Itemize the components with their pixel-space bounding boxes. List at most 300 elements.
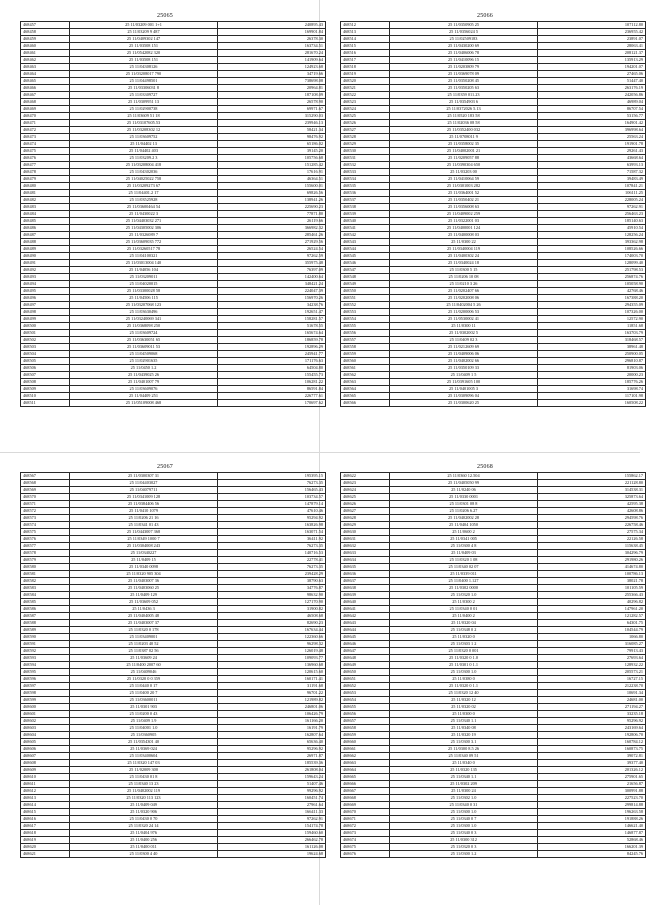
amount-cell: 192806.70 [538, 732, 646, 739]
row-id-cell: 468510 [21, 393, 70, 400]
amount-cell: 154174.78 [218, 823, 326, 830]
reference-cell: 25 11/0430022 3 [70, 211, 218, 218]
row-id-cell: 468607 [21, 753, 70, 760]
row-id-cell: 468479 [21, 176, 70, 183]
table-row [341, 64, 646, 71]
amount-cell: 120615.60 [218, 669, 326, 676]
reference-cell: 25 11/0206 6.27 [390, 508, 538, 515]
reference-cell: 25 11/0400 2 [390, 613, 538, 620]
reference-cell: 25 11/03609752 [70, 134, 218, 141]
row-id-cell: 468586 [21, 606, 70, 613]
reference-cell: 25 11/0400008 03 [390, 232, 538, 239]
reference-cell: 25 11/03609035 772 [70, 239, 218, 246]
reference-cell: 25 11/03609076 [70, 386, 218, 393]
row-id-cell: 468676 [341, 851, 390, 858]
reference-cell: 25 11/0440 0 17 [70, 683, 218, 690]
table-row [341, 613, 646, 620]
reference-cell: 25 11/0400 011 [70, 844, 218, 851]
table-row [21, 337, 326, 344]
reference-cell: 25 11/0309096 04 [390, 393, 538, 400]
row-id-cell: 468472 [21, 127, 70, 134]
table-row [341, 113, 646, 120]
amount-cell: 160508.22 [538, 400, 646, 407]
row-id-cell: 468470 [21, 113, 70, 120]
reference-cell: 25 11/03209011 [70, 274, 218, 281]
row-id-cell: 468594 [21, 662, 70, 669]
amount-cell: 242056.86 [538, 92, 646, 99]
reference-cell: 25 11/0356024 5 [390, 29, 538, 36]
table-row [21, 851, 326, 858]
table-row [341, 529, 646, 536]
amount-cell: 107112.80 [538, 22, 646, 29]
amount-cell: 124923.68 [218, 64, 326, 71]
amount-cell: 160784.12 [538, 739, 646, 746]
reference-cell: 25 11/03600011 [70, 697, 218, 704]
table-row [21, 211, 326, 218]
table-row [341, 543, 646, 550]
amount-cell: 82690.23 [218, 620, 326, 627]
reference-cell: 25 11/0360905 [70, 732, 218, 739]
table-row [21, 543, 326, 550]
table-row [341, 386, 646, 393]
table-row [21, 725, 326, 732]
table-row [341, 620, 646, 627]
amount-cell: 39145.20 [218, 148, 326, 155]
row-id-cell: 468639 [341, 592, 390, 599]
amount-cell: 163734.51 [218, 43, 326, 50]
table-row [341, 127, 646, 134]
reference-cell: 25 11/02509183 [390, 36, 538, 43]
amount-cell: 107326.00 [538, 309, 646, 316]
table-row [341, 781, 646, 788]
amount-cell: 115638.45 [538, 543, 646, 550]
amount-cell: 161126.08 [218, 844, 326, 851]
row-id-cell: 468632 [341, 543, 390, 550]
reference-cell: 25 11/03609011 53 [70, 344, 218, 351]
amount-cell: 97262.91 [218, 816, 326, 823]
amount-cell: 128099.40 [538, 260, 646, 267]
reference-cell: 25 11/0380 0 [390, 676, 538, 683]
row-id-cell: 468544 [341, 246, 390, 253]
reference-cell: 25 11/0300 1.0 [390, 823, 538, 830]
reference-cell: 25 11/0326089 7 [70, 232, 218, 239]
table-row [21, 774, 326, 781]
row-id-cell: 468557 [341, 337, 390, 344]
reference-cell: 25 11/0300 4 40 [70, 851, 218, 858]
amount-cell: 167388.20 [538, 295, 646, 302]
amount-cell: 135913.29 [538, 57, 646, 64]
amount-cell: 39483.49 [538, 176, 646, 183]
panel-title: 25067 [157, 464, 173, 470]
amount-cell: 42768.46 [538, 288, 646, 295]
amount-cell: 17616.91 [218, 169, 326, 176]
reference-cell: 25 11/0409 049 [70, 802, 218, 809]
amount-cell: 26578.90 [218, 99, 326, 106]
reference-cell: 25 11/0300 24 [390, 788, 538, 795]
table-row [341, 218, 646, 225]
reference-cell: 25 11/0340024 18 [390, 260, 538, 267]
row-id-cell: 468596 [21, 676, 70, 683]
row-id-cell: 468531 [341, 155, 390, 162]
table-row [341, 358, 646, 365]
row-id-cell: 468644 [341, 627, 390, 634]
table-row [21, 641, 326, 648]
row-id-cell: 468649 [341, 662, 390, 669]
table-row [21, 106, 326, 113]
amount-cell: 97262.59 [218, 253, 326, 260]
row-id-cell: 468652 [341, 683, 390, 690]
amount-cell: 63993.13 [538, 162, 646, 169]
table-row [341, 690, 646, 697]
row-id-cell: 468485 [21, 218, 70, 225]
reference-cell: 25 11/0369 024 [70, 746, 218, 753]
reference-cell: 25 11/0203809 79 [390, 64, 538, 71]
amount-cell: 10691.34 [538, 690, 646, 697]
row-id-cell: 468523 [341, 99, 390, 106]
amount-cell: 19624.68 [218, 851, 326, 858]
table-row [21, 655, 326, 662]
row-id-cell: 468674 [341, 837, 390, 844]
table-row [341, 655, 646, 662]
row-id-cell: 468458 [21, 29, 70, 36]
row-id-cell: 468473 [21, 134, 70, 141]
reference-cell: 25 11/0320 0 3 [390, 844, 538, 851]
reference-cell: 25 11/0302 1.0 [390, 795, 538, 802]
table-row [341, 564, 646, 571]
table-row [21, 386, 326, 393]
table-row [341, 599, 646, 606]
row-id-cell: 468532 [341, 162, 390, 169]
row-id-cell: 468580 [21, 564, 70, 571]
row-id-cell: 468598 [21, 690, 70, 697]
reference-cell: 25 11/0320 905 304 [70, 571, 218, 578]
table-row [21, 795, 326, 802]
reference-cell: 25 11/03013004 140 [70, 260, 218, 267]
row-id-cell: 468604 [21, 732, 70, 739]
reference-cell: 25 11/03209273 67 [70, 183, 218, 190]
row-id-cell: 468633 [341, 550, 390, 557]
amount-cell: 160451.74 [218, 795, 326, 802]
reference-cell: 25 11/03609 052 [70, 599, 218, 606]
amount-cell: 101105.59 [538, 585, 646, 592]
reference-cell: 25 11/0320 135 [390, 767, 538, 774]
reference-cell: 25 11/0300 22 [390, 239, 538, 246]
reference-cell: 25 11/0300 11 [390, 323, 538, 330]
amount-cell: 27465.06 [538, 71, 646, 78]
reference-cell: 25 11/0320 12 [390, 697, 538, 704]
row-id-cell: 468563 [341, 379, 390, 386]
amount-cell: 81903.06 [538, 365, 646, 372]
row-id-cell: 468465 [21, 78, 70, 85]
row-id-cell: 468508 [21, 379, 70, 386]
table-row [21, 148, 326, 155]
table-row [341, 246, 646, 253]
row-id-cell: 468457 [21, 22, 70, 29]
table-row [21, 120, 326, 127]
row-id-cell: 468491 [21, 260, 70, 267]
row-id-cell: 468574 [21, 522, 70, 529]
table-row [341, 851, 646, 858]
row-id-cell: 468471 [21, 120, 70, 127]
table-row [21, 246, 326, 253]
amount-cell: 128932.22 [538, 662, 646, 669]
table-row [341, 351, 646, 358]
row-id-cell: 468492 [21, 267, 70, 274]
row-id-cell: 468540 [341, 218, 390, 225]
table-row [341, 718, 646, 725]
reference-cell: 25 11/0364001 52 [390, 190, 538, 197]
table-row [21, 162, 326, 169]
reference-cell: 25 11/0340 0 [390, 760, 538, 767]
row-id-cell: 468500 [21, 323, 70, 330]
amount-cell: 79913.43 [538, 648, 646, 655]
reference-cell: 25 11/0202407 66 [390, 288, 538, 295]
amount-cell: 117101.98 [538, 393, 646, 400]
amount-cell: 142400.64 [218, 274, 326, 281]
table-row [21, 50, 326, 57]
row-id-cell: 468618 [21, 830, 70, 837]
reference-cell: 25 11/0520 183 58 [390, 113, 538, 120]
table-row [341, 36, 646, 43]
amount-cell: 51678.55 [218, 323, 326, 330]
amount-cell: 107841.21 [538, 183, 646, 190]
amount-cell: 166411.33 [218, 809, 326, 816]
table-row [21, 557, 326, 564]
table-row [341, 557, 646, 564]
table-row [21, 739, 326, 746]
amount-cell: 170697.62 [218, 400, 326, 407]
reference-cell: 25 11/0530002 41 [390, 316, 538, 323]
table-row [21, 85, 326, 92]
amount-cell: 185539.36 [218, 760, 326, 767]
row-id-cell: 468637 [341, 578, 390, 585]
row-id-cell: 468526 [341, 120, 390, 127]
table-row [341, 176, 646, 183]
row-id-cell: 468671 [341, 816, 390, 823]
amount-cell: 38961.48 [538, 344, 646, 351]
row-id-cell: 468576 [21, 536, 70, 543]
row-id-cell: 468494 [21, 281, 70, 288]
row-id-cell: 468622 [341, 473, 390, 480]
row-id-cell: 468548 [341, 274, 390, 281]
amount-cell: 65186.02 [218, 141, 326, 148]
table-row [341, 753, 646, 760]
amount-cell: 291980.26 [538, 557, 646, 564]
row-id-cell: 468503 [21, 344, 70, 351]
reference-cell: 25 11/03208302 12 [70, 127, 218, 134]
reference-cell: 25 11/03400604 [70, 753, 218, 760]
row-id-cell: 468655 [341, 704, 390, 711]
table-row [21, 330, 326, 337]
table-row [341, 641, 646, 648]
row-id-cell: 468659 [341, 732, 390, 739]
row-id-cell: 468611 [21, 781, 70, 788]
reference-cell: 25 11/0302 0000 [390, 585, 538, 592]
amount-cell: 155455.73 [218, 372, 326, 379]
table-row [341, 767, 646, 774]
table-row [341, 302, 646, 309]
row-id-cell: 468621 [21, 851, 70, 858]
table-row [21, 571, 326, 578]
row-id-cell: 468631 [341, 536, 390, 543]
reference-cell: 25 11/0320 19 [390, 732, 538, 739]
reference-cell: 25 11/0300307 31 [70, 473, 218, 480]
amount-cell: 38790.63 [218, 578, 326, 585]
reference-cell: 25 11/0300 2 [390, 599, 538, 606]
reference-cell: 25 11/03240069 341 [70, 316, 218, 323]
table-row [21, 351, 326, 358]
table-row [21, 676, 326, 683]
row-id-cell: 468661 [341, 746, 390, 753]
table-row [341, 648, 646, 655]
row-id-cell: 468467 [21, 92, 70, 99]
row-id-cell: 468480 [21, 183, 70, 190]
row-id-cell: 468486 [21, 225, 70, 232]
row-id-cell: 468553 [341, 309, 390, 316]
amount-cell: 64301.75 [538, 620, 646, 627]
reference-cell: 25 11/0404005 48 [70, 613, 218, 620]
row-id-cell: 468599 [21, 697, 70, 704]
table-row [21, 71, 326, 78]
table-row [21, 690, 326, 697]
reference-cell: 25 11/04403027 [70, 480, 218, 487]
reference-cell: 25 11/0350109 33 [390, 365, 538, 372]
row-id-cell: 468608 [21, 760, 70, 767]
table-row [21, 669, 326, 676]
row-id-cell: 468559 [341, 351, 390, 358]
table-row [21, 197, 326, 204]
reference-cell: 25 11/0409 1.9 [70, 718, 218, 725]
amount-cell: 76397.09 [218, 267, 326, 274]
row-id-cell: 468660 [341, 739, 390, 746]
amount-cell: 34238.76 [218, 302, 326, 309]
amount-cell: 294355.09 [538, 302, 646, 309]
row-id-cell: 468556 [341, 330, 390, 337]
row-id-cell: 468498 [21, 309, 70, 316]
amount-cell: 245941.77 [218, 351, 326, 358]
amount-cell: 738698.08 [218, 78, 326, 85]
ledger-panel [20, 463, 323, 858]
table-row [341, 232, 646, 239]
row-id-cell: 468570 [21, 494, 70, 501]
table-row [341, 592, 646, 599]
row-id-cell: 468555 [341, 323, 390, 330]
table-row [341, 92, 646, 99]
reference-cell: 25 11/0320 04 [390, 620, 538, 627]
row-id-cell: 468651 [341, 676, 390, 683]
row-id-cell: 468638 [341, 585, 390, 592]
reference-cell: 25 11/0320 0 178 [70, 627, 218, 634]
amount-cell: 163826.98 [218, 522, 326, 529]
table-row [341, 809, 646, 816]
amount-cell: 156465.43 [218, 487, 326, 494]
table-row [341, 515, 646, 522]
row-id-cell: 468558 [341, 344, 390, 351]
table-row [341, 225, 646, 232]
reference-cell: 25 11/0387 02 56 [70, 648, 218, 655]
table-row [21, 844, 326, 851]
reference-cell: 25 11/0320 0 [390, 634, 538, 641]
reference-cell: 25 11/04001 1.0 [70, 725, 218, 732]
table-row [21, 239, 326, 246]
table-row [21, 218, 326, 225]
row-id-cell: 468610 [21, 774, 70, 781]
amount-cell: 69826.56 [218, 190, 326, 197]
reference-cell: 25 11/0340 13 23 [70, 781, 218, 788]
table-row [21, 204, 326, 211]
amount-cell: 228005.24 [538, 197, 646, 204]
reference-cell: 25 11/0210 3 26 [390, 281, 538, 288]
reference-cell: 25 11/04305002 306 [70, 225, 218, 232]
reference-cell: 25 11/0402002 119 [70, 788, 218, 795]
amount-cell: 45910.54 [538, 225, 646, 232]
amount-cell: 191901.78 [538, 141, 646, 148]
amount-cell: 53156.77 [538, 113, 646, 120]
row-id-cell: 468461 [21, 50, 70, 57]
reference-cell: 25 11/0400 1.127 [390, 578, 538, 585]
row-id-cell: 468571 [21, 501, 70, 508]
amount-cell: 161166.20 [218, 718, 326, 725]
row-id-cell: 468507 [21, 372, 70, 379]
amount-cell: 304296.79 [538, 550, 646, 557]
row-id-cell: 468620 [21, 844, 70, 851]
reference-cell: 25 11/0384406 56 [70, 501, 218, 508]
table-row [21, 487, 326, 494]
row-id-cell: 468497 [21, 302, 70, 309]
reference-cell: 25 11/0359 011.23 [390, 92, 538, 99]
amount-cell: 146877.87 [538, 830, 646, 837]
reference-cell: 25 11/0301003 282 [390, 183, 538, 190]
row-id-cell: 468566 [341, 400, 390, 407]
row-id-cell: 468636 [341, 571, 390, 578]
amount-cell: 414674.80 [538, 564, 646, 571]
amount-cell: 192651.47 [218, 309, 326, 316]
row-id-cell: 468538 [341, 204, 390, 211]
amount-cell: 34719.66 [218, 71, 326, 78]
amount-cell: 146621.40 [538, 823, 646, 830]
row-id-cell: 468549 [341, 281, 390, 288]
amount-cell: 96701.22 [218, 690, 326, 697]
reference-cell: 25 11/0302 209 [390, 781, 538, 788]
row-id-cell: 468535 [341, 183, 390, 190]
reference-cell: 25 11/0401007 79 [70, 379, 218, 386]
row-id-cell: 468650 [341, 669, 390, 676]
reference-cell: 25 11/03508 151 [70, 43, 218, 50]
ledger-table [20, 21, 326, 407]
reference-cell: 25 11/0300 3.1 [390, 739, 538, 746]
row-id-cell: 468656 [341, 711, 390, 718]
reference-cell: 25 11/0300 312 [390, 837, 538, 844]
table-row [341, 725, 646, 732]
reference-cell: 25 11/0320 906 [70, 809, 218, 816]
table-row [21, 253, 326, 260]
amount-cell: 43668.64 [538, 155, 646, 162]
reference-cell: 25 11/0320 0 1.0 [390, 655, 538, 662]
table-row [341, 134, 646, 141]
table-row [21, 781, 326, 788]
amount-cell: 46508.68 [218, 613, 326, 620]
row-id-cell: 468560 [341, 358, 390, 365]
amount-cell: 316085.27 [538, 641, 646, 648]
table-row [21, 274, 326, 281]
table-row [341, 99, 646, 106]
table-row [21, 536, 326, 543]
amount-cell: 36411.92 [218, 536, 326, 543]
amount-cell: 99296.92 [218, 788, 326, 795]
table-row [341, 480, 646, 487]
amount-cell: 263176.19 [538, 85, 646, 92]
table-row [341, 365, 646, 372]
